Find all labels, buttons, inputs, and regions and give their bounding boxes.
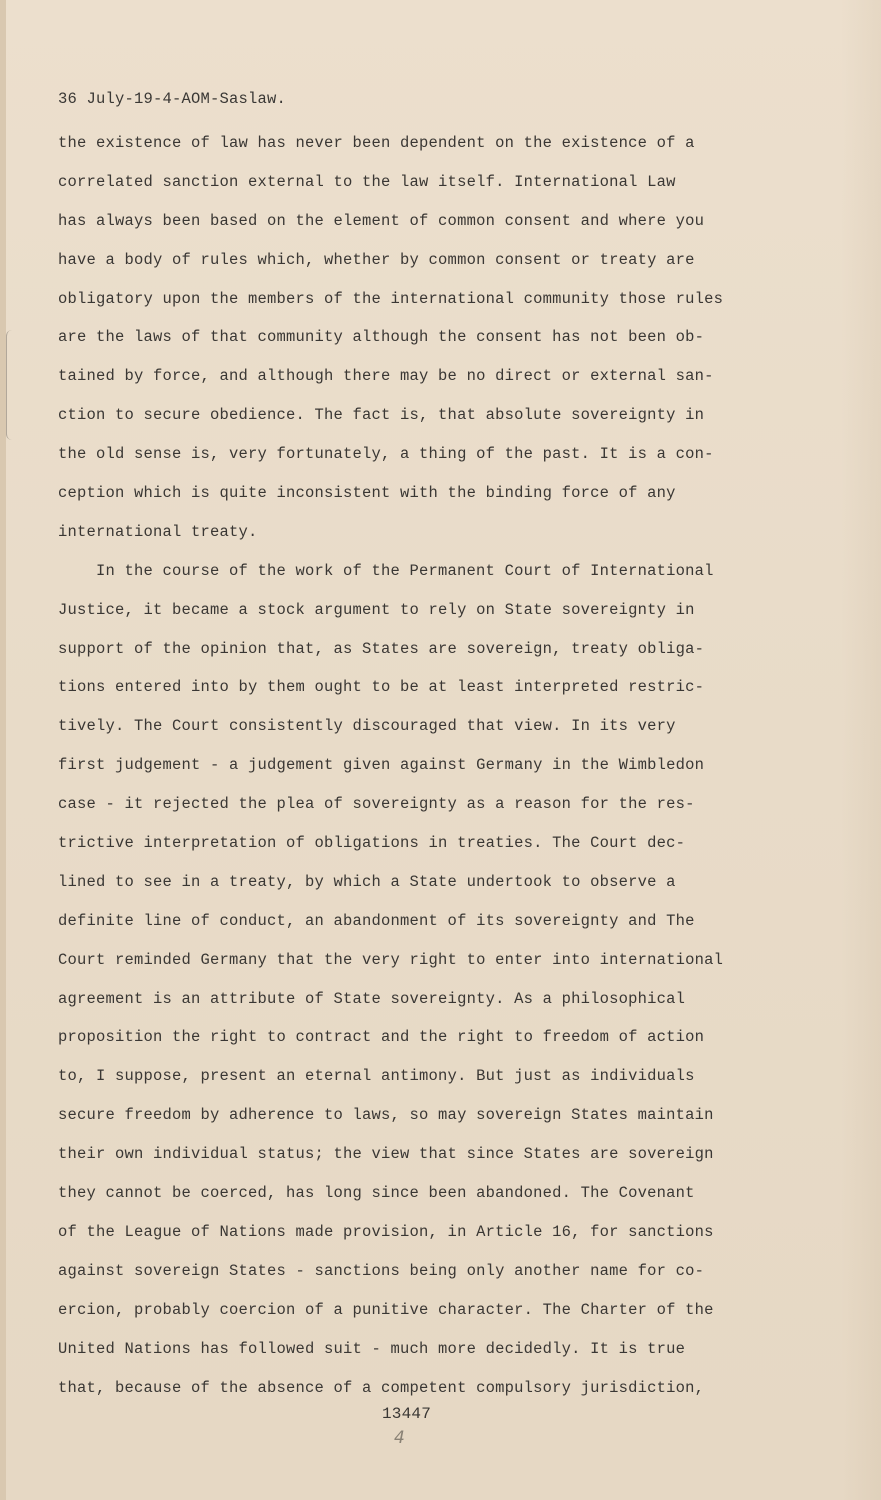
text-line: United Nations has followed suit - much more decidedly. It is true [58, 1339, 686, 1358]
page-edge [0, 0, 6, 1500]
text-line: against sovereign States - sanctions being only another name for co- [58, 1261, 705, 1280]
text-line: agreement is an attribute of State sovereignty. As a philosophical [58, 989, 686, 1008]
text-line: has always been based on the element of common consent and where you [58, 211, 705, 230]
text-line: that, because of the absence of a competent compulsory jurisdiction, [58, 1378, 705, 1397]
text-line: lined to see in a treaty, by which a State undertook to observe a [58, 872, 676, 891]
text-line: ction to secure obedience. The fact is, that absolute sovereignty in [58, 406, 705, 425]
text-line: proposition the right to contract and the right to freedom of action [58, 1028, 705, 1047]
text-line: tively. The Court consistently discouraged that view. In its very [58, 717, 676, 736]
text-line: In the course of the work of the Permanent Court of International [96, 561, 714, 580]
text-line: Justice, it became a stock argument to rely on State sovereignty in [58, 600, 695, 619]
text-line: trictive interpretation of obligations in treaties. The Court dec- [58, 834, 686, 853]
text-line: to, I suppose, present an eternal antimony. But just as individuals [58, 1067, 695, 1086]
text-line: first judgement - a judgement given against Germany in the Wimbledon [58, 756, 705, 775]
text-line: tained by force, and although there may be no direct or external san- [58, 367, 714, 386]
text-line: the existence of law has never been dependent on the existence of a [58, 134, 695, 152]
page-number: 13447 [382, 1405, 432, 1423]
margin-pencil-bracket [6, 330, 17, 440]
text-line: international treaty. [58, 522, 258, 541]
text-line: ercion, probably coercion of a punitive character. The Charter of the [58, 1300, 714, 1319]
text-line: Court reminded Germany that the very right to enter into international [58, 950, 724, 969]
text-line: secure freedom by adherence to laws, so may sovereign States maintain [58, 1106, 714, 1125]
text-line: obligatory upon the members of the international community those rules [58, 289, 724, 308]
text-line: the old sense is, very fortunately, a thing of the past. It is a con- [58, 445, 714, 464]
paragraph-2 [58, 560, 748, 1416]
text-line: are the laws of that community although the consent has not been ob- [58, 328, 705, 347]
paragraph-1 [58, 132, 748, 560]
page-header: 36 July-19-4-AOM-Saslaw. [58, 90, 287, 108]
text-line: definite line of conduct, an abandonment of its sovereignty and The [58, 911, 695, 930]
text-line: their own individual status; the view that since States are sovereign [58, 1145, 714, 1164]
text-line: correlated sanction external to the law itself. International Law [58, 172, 676, 191]
text-line: they cannot be coerced, has long since been abandoned. The Covenant [58, 1184, 695, 1203]
paper-shading [841, 0, 881, 1500]
text-line: tions entered into by them ought to be at least interpreted restric- [58, 678, 705, 697]
body-text [58, 132, 748, 1415]
text-line: ception which is quite inconsistent with the binding force of any [58, 484, 676, 503]
text-line: support of the opinion that, as States are sovereign, treaty obliga- [58, 639, 705, 658]
text-line: case - it rejected the plea of sovereignty as a reason for the res- [58, 795, 695, 814]
text-line: of the League of Nations made provision, in Article 16, for sanctions [58, 1222, 714, 1241]
text-line: have a body of rules which, whether by common consent or treaty are [58, 250, 695, 269]
pencil-note: 4 [394, 1428, 405, 1448]
